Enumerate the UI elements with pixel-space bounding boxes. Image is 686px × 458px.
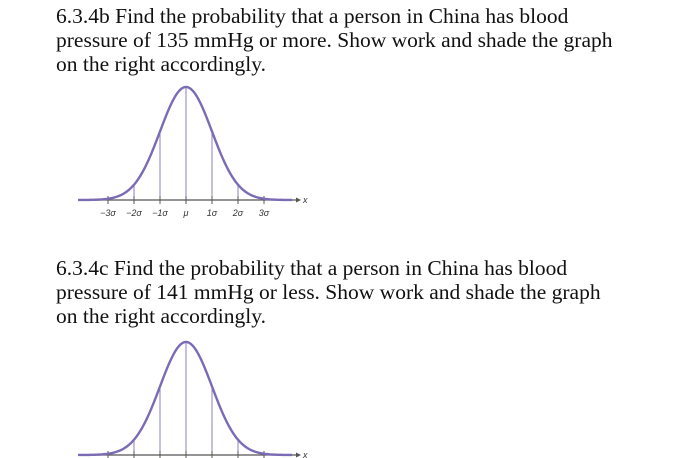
normal-curve-b bbox=[78, 87, 308, 218]
tick-label-b: −2σ bbox=[126, 208, 142, 218]
tick-label-b: −3σ bbox=[100, 208, 116, 218]
tick-label-b: −1σ bbox=[152, 208, 168, 218]
x-axis-arrow-c bbox=[296, 453, 301, 458]
problem-6-3-4b-text: 6.3.4b Find the probability that a person in China has blood pressure of 135 mmHg or more. Show work and shade the graph on the right accordingly. bbox=[56, 4, 613, 76]
tick-label-b: 1σ bbox=[206, 208, 218, 218]
tick-label-b: μ bbox=[183, 208, 189, 218]
normal-curve-line-b bbox=[78, 87, 292, 200]
problem-6-3-4c-text: 6.3.4c Find the probability that a person in China has blood pressure of 141 mmHg or less. Show work and shade the graph on the right accordingly. bbox=[56, 256, 601, 328]
tick-label-b: 2σ bbox=[232, 208, 244, 218]
x-axis-label-b: x bbox=[303, 195, 308, 205]
tick-label-b: 3σ bbox=[258, 208, 270, 218]
x-axis-arrow-b bbox=[296, 198, 301, 203]
normal-curve-line-c bbox=[78, 342, 292, 455]
x-axis-label-c: x bbox=[303, 450, 308, 458]
normal-curve-c bbox=[78, 342, 308, 458]
